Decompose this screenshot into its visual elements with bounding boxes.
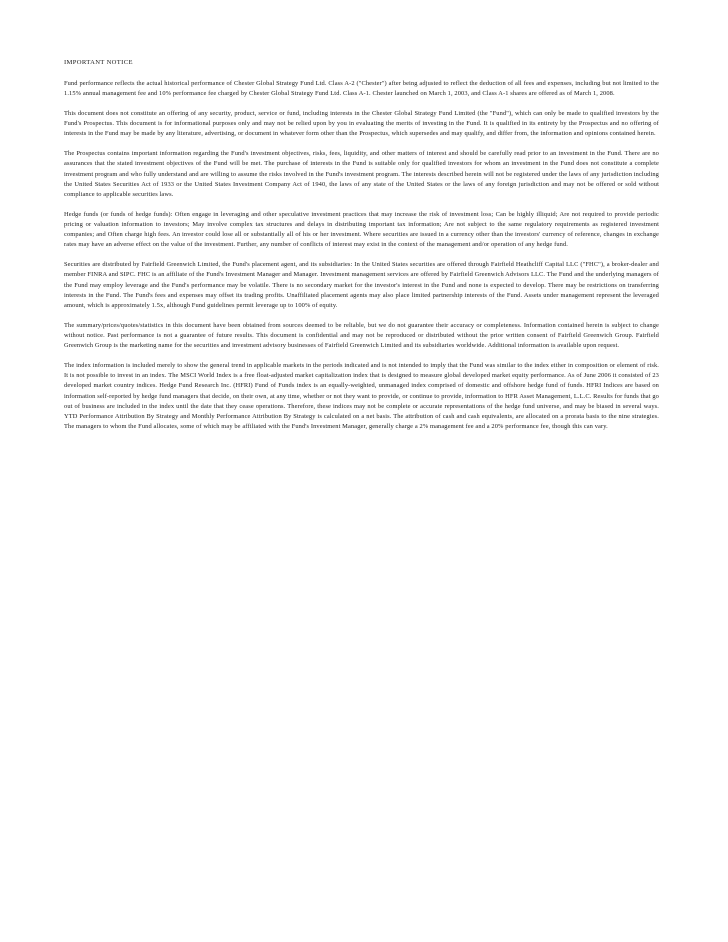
- notice-paragraph-fund-performance: Fund performance reflects the actual historical performance of Chester Global Strategy Fund Ltd. Class A-2 ("Chester") after being adjusted to reflect the deduction of all fees and expenses, including but not limited to the 1.15% annual management fee and 10% performance fee charged by Chester Global Strategy Fund Ltd. Class A-1. Chester launched on March 1, 2003, and Class A-1 shares are offered as of March 1, 2008.: [64, 80, 659, 98]
- notice-heading: IMPORTANT NOTICE: [64, 59, 133, 66]
- important-notice-document: [64, 58, 659, 442]
- notice-paragraph-distribution: Securities are distributed by Fairfield Greenwich Limited, the Fund's placement agent, and its subsidiaries: In the United States securities are offered through Fairfield Heathcliff Capital LLC ("FHC"), a broker-dealer and member FINRA and SIPC. FHC is an affiliate of the Fund's Investment Manager and Manager. Investment management services are offered by Fairfield Greenwich Advisors LLC. The Fund and the underlying managers of the Fund may employ leverage and the Fund's performance may be volatile. There is no secondary market for the investor's interest in the Fund and none is expected to develop. There may be restrictions on transferring interests in the Fund. The Fund's fees and expenses may offset its trading profits. Unaffiliated placement agents may also place limited partnership interests of the Fund. Assets under management represent the leveraged amount, which is approximately 1.5x, although Fund guidelines permit leverage up to 100% of equity.: [64, 261, 659, 310]
- notice-paragraph-index-information: The index information is included merely to show the general trend in applicable markets in the periods indicated and is not intended to imply that the Fund was similar to the index either in composition or element of risk. It is not possible to invest in an index. The MSCI World Index is a free float-adjusted market capitalization index that is designed to measure global developed market equity performance. As of June 2006 it consisted of 23 developed market country indices. Hedge Fund Research Inc. (HFRI) Fund of Funds index is an equally-weighted, unmanaged index comprised of domestic and offshore hedge fund of funds. HFRI Indices are based on information self-reported by hedge fund managers that decide, on their own, at any time, whether or not they want to provide, or continue to provide, information to HFR Asset Management, L.L.C. Results for funds that go out of business are included in the index until the date that they cease operations. Therefore, these indices may not be complete or accurate representations of the hedge fund universe, and may be biased in several ways. YTD Performance Attribution By Strategy and Monthly Performance Attribution By Strategy is calculated on a net basis. The attribution of cash and cash equivalents, are allocated on a prorata basis to the nine strategies. The managers to whom the Fund allocates, some of which may be affiliated with the Fund's Investment Manager, generally charge a 2% management fee and a 20% performance fee, though this can vary.: [64, 362, 659, 431]
- notice-paragraph-hedge-funds: Hedge funds (or funds of hedge funds): Often engage in leveraging and other speculative investment practices that may increase the risk of investment loss; Can be highly illiquid; Are not required to provide periodic pricing or valuation information to investors; May involve complex tax structures and delays in distributing important tax information; Are not subject to the same regulatory requirements as registered investment companies; and Often charge high fees. An investor could lose all or substantially all of his or her investment. Where securities are issued in a currency other than the investors' currency of reference, changes in exchange rates may have an adverse effect on the value of the investment. Further, any number of conflicts of interest may exist in the context of the management and/or operation of any hedge fund.: [64, 210, 659, 249]
- notice-paragraph-sources: The summary/prices/quotes/statistics in this document have been obtained from sources deemed to be reliable, but we do not guarantee their accuracy or completeness. Information contained herein is subject to change without notice. Past performance is not a guarantee of future results. This document is confidential and may not be reproduced or distributed without the prior written consent of Fairfield Greenwich Group. Fairfield Greenwich Group is the marketing name for the securities and investment advisory businesses of Fairfield Greenwich Limited and its subsidiaries worldwide. Additional information is available upon request.: [64, 321, 659, 350]
- notice-paragraph-offering: This document does not constitute an offering of any security, product, service or fund, including interests in the Chester Global Strategy Fund Limited (the "Fund"), which can only be made to qualified investors by the Fund's Prospectus. This document is for informational purposes only and may not be relied upon by you in evaluating the merits of investing in the Fund. It is qualified in its entirety by the Prospectus and no offering of interests in the Fund may be made by any literature, advertising, or document in whatever form other than the Prospectus, which supersedes and may qualify, and differ from, the information and opinions contained herein.: [64, 110, 659, 138]
- notice-paragraph-prospectus: The Prospectus contains important information regarding the Fund's investment objectives, risks, fees, liquidity, and other matters of interest and should be carefully read prior to an investment in the Fund. There are no assurances that the stated investment objectives of the Fund will be met. The purchase of interests in the Fund is suitable only for qualified investors for whom an investment in the Fund does not constitute a complete investment program and who fully understand and are willing to assume the risks involved in the Fund's investment program. The interests described herein will not be registered under the laws of any jurisdiction including the United States Securities Act of 1933 or the United States Investment Company Act of 1940, the laws of any state of the United States or the laws of any foreign jurisdiction and may not be offered or sold without compliance to applicable securities laws.: [64, 150, 659, 199]
